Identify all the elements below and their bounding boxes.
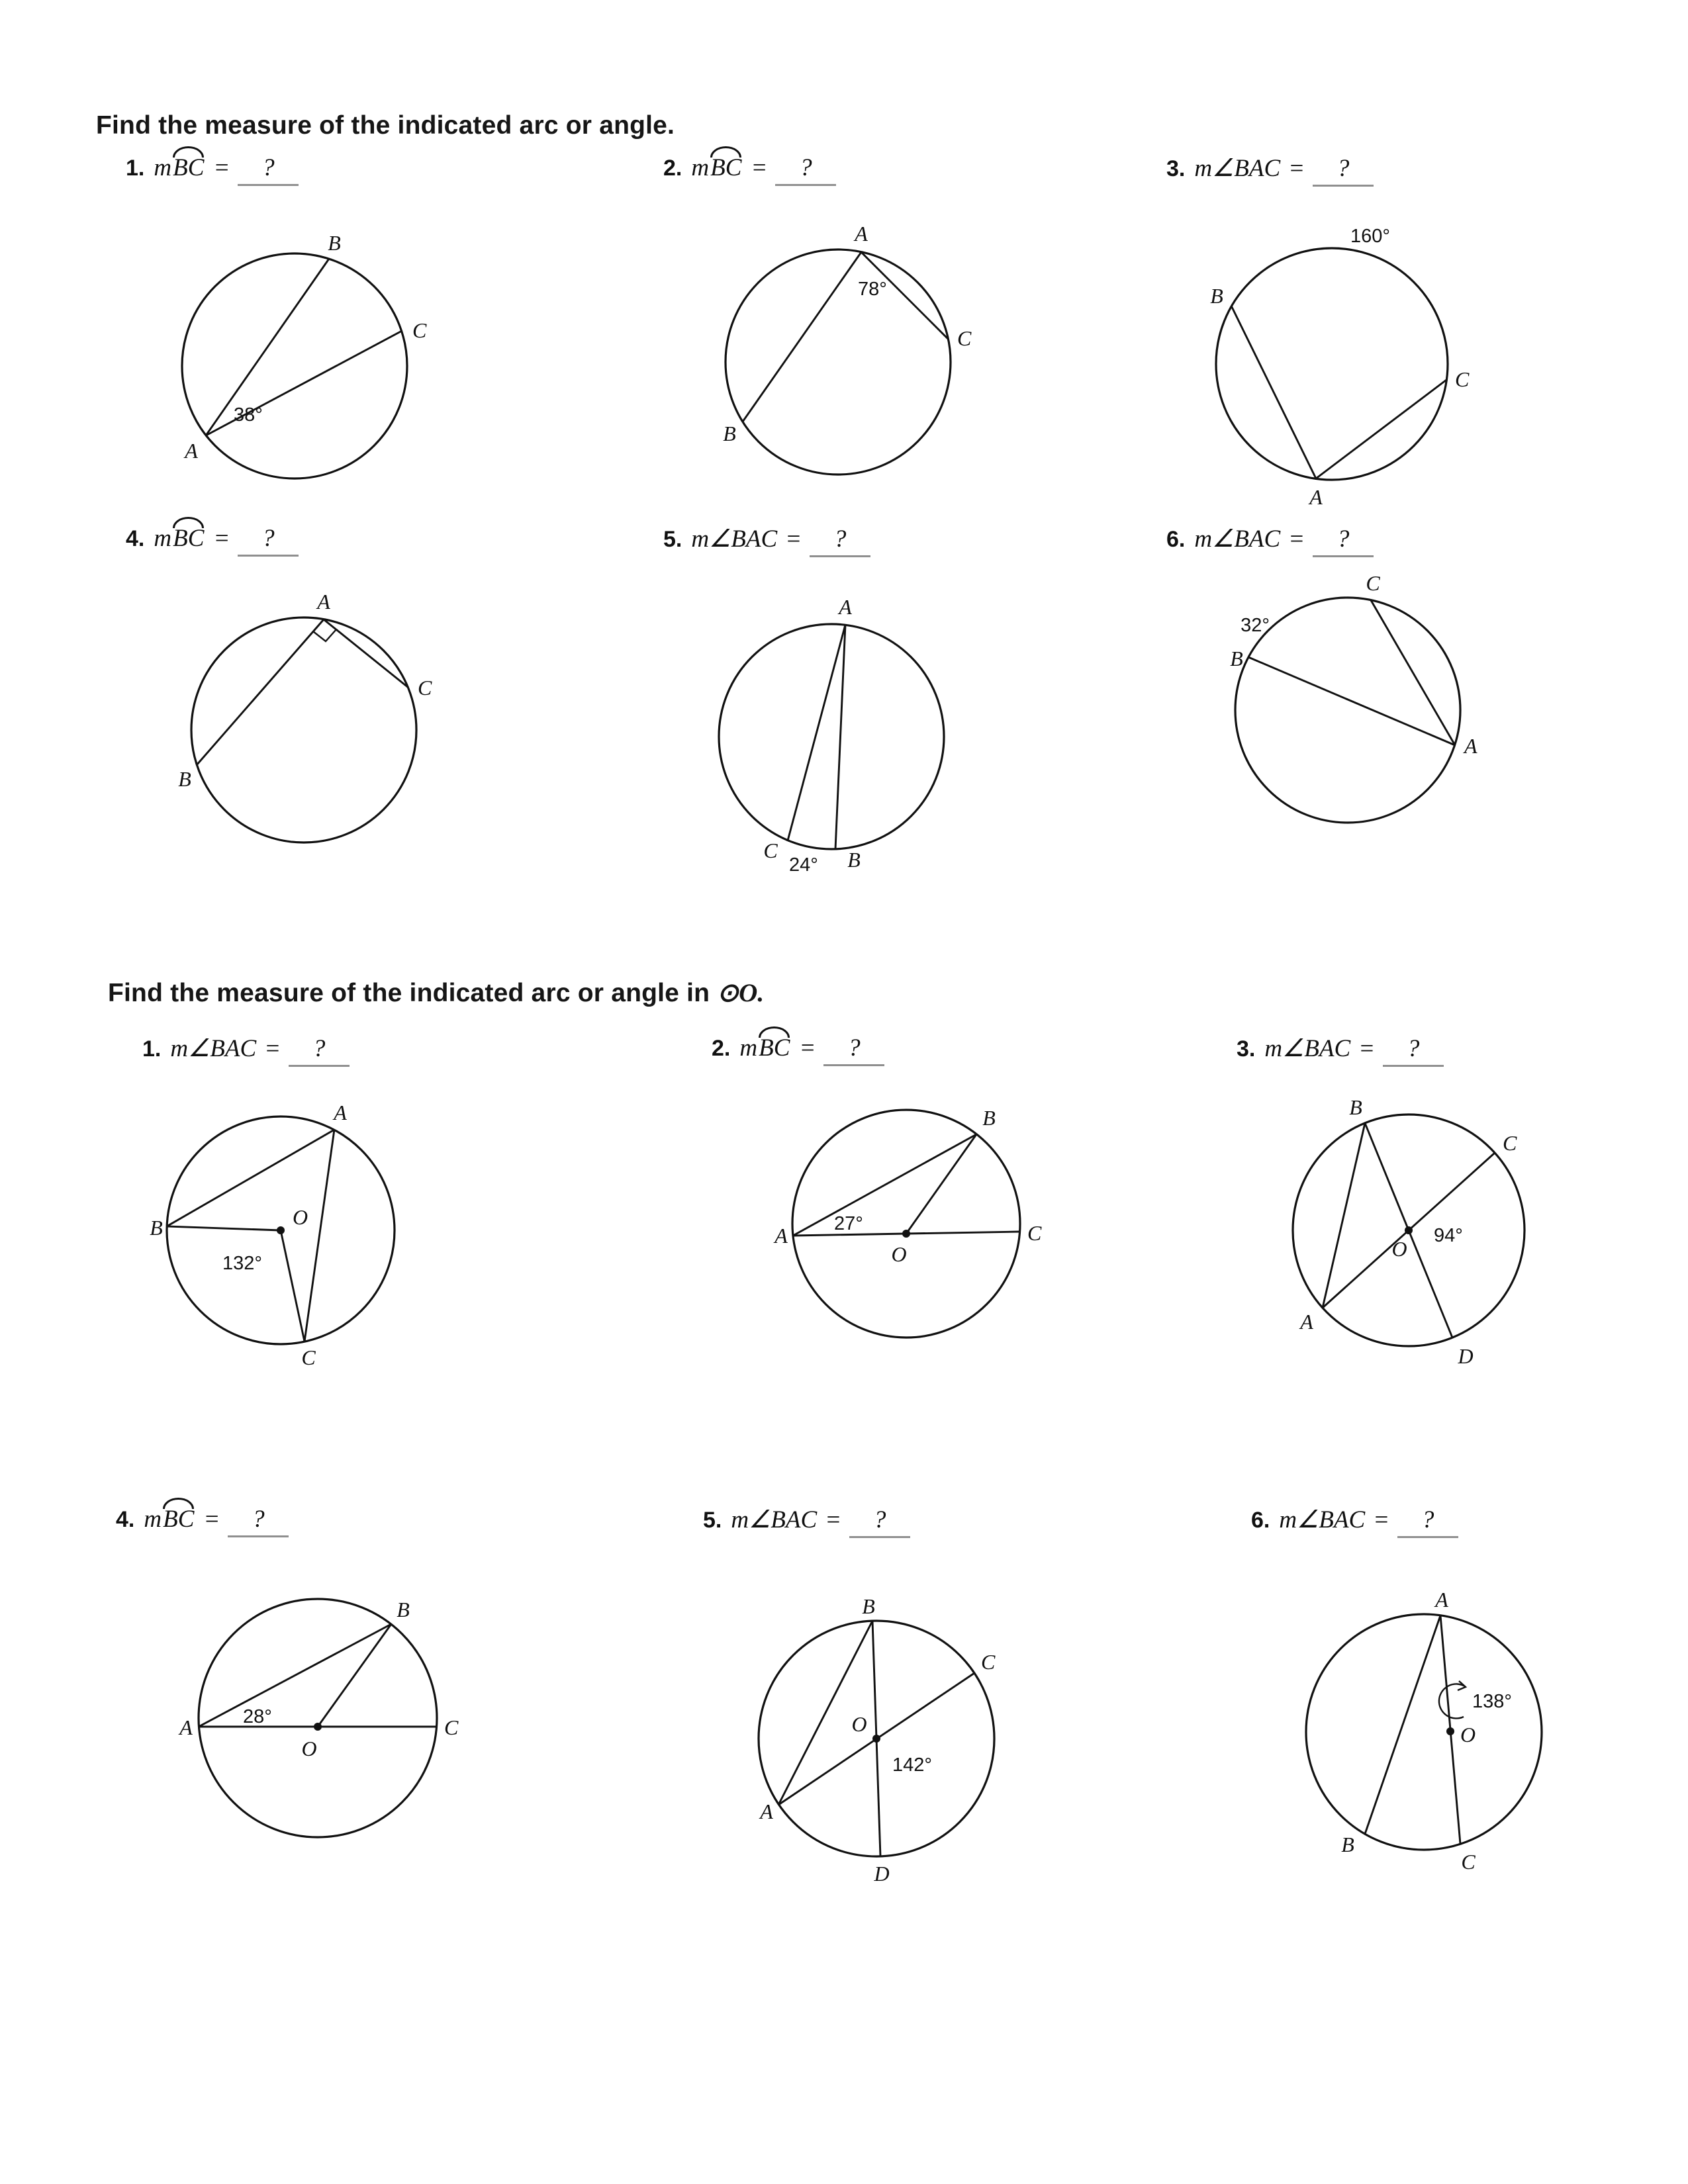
question-mark: ? bbox=[1336, 525, 1350, 553]
point-label-B: B bbox=[178, 767, 191, 791]
point-label-C: C bbox=[1503, 1131, 1517, 1155]
equals-sign: = bbox=[213, 154, 230, 181]
angle-value: 94° bbox=[1434, 1225, 1463, 1246]
circle bbox=[191, 617, 416, 842]
circle bbox=[1216, 248, 1448, 480]
problem-number: 3. bbox=[1166, 156, 1186, 181]
circle-O-symbol: ⊙O. bbox=[717, 979, 765, 1007]
problem-s2-4 bbox=[116, 1505, 289, 1537]
radius-OB bbox=[318, 1624, 391, 1727]
problem-number: 6. bbox=[1166, 527, 1186, 552]
problem-number: 2. bbox=[712, 1036, 731, 1061]
problem-number: 1. bbox=[126, 156, 145, 181]
equals-sign: = bbox=[785, 525, 802, 553]
answer-blank bbox=[775, 154, 836, 186]
center-dot bbox=[1446, 1727, 1454, 1735]
equals-sign: = bbox=[799, 1034, 816, 1062]
expression bbox=[154, 154, 299, 186]
problem-s2-2 bbox=[712, 1034, 884, 1066]
diagram-s1-4 bbox=[165, 588, 449, 872]
chord-BA bbox=[1248, 657, 1455, 745]
expression bbox=[1194, 154, 1374, 187]
equals-sign: = bbox=[751, 154, 768, 181]
question-mark: ? bbox=[873, 1506, 886, 1533]
center-label-O: O bbox=[1460, 1723, 1476, 1747]
answer-blank bbox=[228, 1505, 289, 1537]
problem-s1-4 bbox=[126, 524, 299, 557]
chord-BA bbox=[167, 1130, 334, 1226]
point-label-C: C bbox=[957, 326, 972, 350]
equals-sign: = bbox=[1358, 1035, 1376, 1062]
question-mark: ? bbox=[1336, 155, 1350, 182]
problem-number: 5. bbox=[703, 1508, 722, 1533]
question-mark: ? bbox=[262, 154, 275, 181]
diagram-s2-2 bbox=[764, 1081, 1062, 1366]
arc-body: BC bbox=[759, 1034, 790, 1062]
center-label-O: O bbox=[891, 1242, 907, 1266]
circle bbox=[182, 253, 407, 478]
point-label-A: A bbox=[179, 1715, 193, 1739]
diagram-s1-1 bbox=[156, 224, 440, 508]
diagram-s1-2 bbox=[699, 220, 984, 504]
arc-value: 24° bbox=[789, 854, 818, 876]
m-prefix: m bbox=[154, 154, 172, 181]
section1-title bbox=[96, 111, 675, 140]
point-label-A: A bbox=[334, 1101, 347, 1124]
center-label-O: O bbox=[293, 1205, 308, 1229]
point-label-A: A bbox=[839, 595, 852, 619]
expression bbox=[1279, 1505, 1458, 1538]
point-label-D: D bbox=[874, 1862, 890, 1886]
angle-body: ∠BAC bbox=[1212, 155, 1281, 182]
angle-value: 28° bbox=[243, 1706, 272, 1727]
section2-title-text: Find the measure of the indicated arc or angle in bbox=[108, 979, 718, 1007]
problem-s1-2 bbox=[663, 154, 836, 186]
expression bbox=[170, 1034, 350, 1067]
question-mark: ? bbox=[1421, 1506, 1434, 1533]
point-label-B: B bbox=[1210, 284, 1223, 308]
angle-body: ∠BAC bbox=[1282, 1035, 1351, 1062]
question-mark: ? bbox=[1407, 1035, 1420, 1062]
angle-body: ∠BAC bbox=[709, 525, 778, 553]
problem-number: 6. bbox=[1251, 1508, 1270, 1533]
question-mark: ? bbox=[833, 525, 847, 553]
arc-body: BC bbox=[173, 154, 205, 181]
center-label-O: O bbox=[851, 1712, 867, 1736]
point-label-B: B bbox=[397, 1598, 410, 1621]
m-prefix: m bbox=[154, 525, 172, 552]
point-label-B: B bbox=[1230, 647, 1243, 670]
equals-sign: = bbox=[264, 1035, 281, 1062]
problem-s2-1 bbox=[142, 1034, 350, 1067]
question-mark: ? bbox=[262, 525, 275, 552]
chord-BA bbox=[1231, 306, 1316, 478]
problem-number: 4. bbox=[116, 1507, 135, 1532]
angle-body: ∠BAC bbox=[749, 1506, 818, 1533]
answer-blank bbox=[810, 525, 870, 557]
m-prefix: m bbox=[1194, 155, 1213, 182]
point-label-C: C bbox=[1455, 367, 1470, 391]
chord-BA bbox=[743, 252, 861, 422]
center-label-O: O bbox=[1391, 1237, 1407, 1261]
expression bbox=[1194, 524, 1374, 557]
arc-body: BC bbox=[163, 1506, 195, 1533]
problem-s2-5 bbox=[703, 1505, 910, 1538]
diagram-s2-4 bbox=[169, 1576, 473, 1864]
circle bbox=[199, 1599, 437, 1837]
point-label-A: A bbox=[1464, 734, 1477, 758]
m-prefix: m bbox=[144, 1506, 162, 1533]
chord-CA bbox=[1371, 600, 1455, 745]
angle-body: ∠BAC bbox=[188, 1035, 257, 1062]
point-label-C: C bbox=[1027, 1221, 1042, 1245]
radius-OC bbox=[281, 1230, 305, 1342]
problem-s1-6 bbox=[1166, 524, 1374, 557]
question-mark: ? bbox=[312, 1035, 326, 1062]
m-prefix: m bbox=[739, 1034, 758, 1062]
circle bbox=[792, 1110, 1020, 1338]
problem-s1-5 bbox=[663, 524, 870, 557]
chord-AB bbox=[206, 259, 329, 435]
point-label-B: B bbox=[150, 1216, 163, 1240]
answer-blank bbox=[849, 1506, 910, 1538]
problem-s1-3 bbox=[1166, 154, 1374, 187]
question-mark: ? bbox=[800, 154, 812, 181]
point-label-C: C bbox=[981, 1650, 996, 1674]
point-label-C: C bbox=[444, 1715, 459, 1739]
point-label-C: C bbox=[763, 839, 778, 862]
point-label-B: B bbox=[1349, 1095, 1362, 1119]
problem-number: 4. bbox=[126, 526, 145, 551]
arc-value: 32° bbox=[1241, 615, 1270, 636]
diagram-s1-3 bbox=[1193, 218, 1484, 513]
circle bbox=[726, 250, 951, 475]
center-dot bbox=[902, 1230, 910, 1238]
angle-value: 38° bbox=[234, 404, 263, 426]
point-label-A: A bbox=[855, 222, 868, 246]
expression bbox=[731, 1505, 910, 1538]
angle-value: 142° bbox=[892, 1754, 932, 1776]
chord-AB bbox=[1323, 1123, 1365, 1308]
diagram-s1-5 bbox=[692, 594, 977, 886]
arc-body: BC bbox=[710, 154, 742, 181]
m-prefix: m bbox=[1279, 1506, 1297, 1533]
point-label-B: B bbox=[328, 231, 341, 255]
angle-body: ∠BAC bbox=[1212, 525, 1281, 553]
equals-sign: = bbox=[203, 1506, 220, 1533]
center-label-O: O bbox=[301, 1737, 317, 1760]
chord-BA bbox=[197, 619, 324, 765]
angle-value: 78° bbox=[858, 279, 887, 300]
problem-number: 1. bbox=[142, 1036, 162, 1062]
diagram-s1-6 bbox=[1209, 568, 1493, 852]
problem-number: 5. bbox=[663, 527, 682, 552]
point-label-A: A bbox=[760, 1799, 773, 1823]
diagram-s2-3 bbox=[1270, 1088, 1554, 1383]
point-label-A: A bbox=[774, 1224, 788, 1248]
radius-OB bbox=[167, 1226, 281, 1230]
expression bbox=[739, 1034, 884, 1066]
answer-blank bbox=[823, 1034, 884, 1066]
problem-s2-3 bbox=[1237, 1034, 1444, 1067]
point-label-B: B bbox=[723, 422, 736, 445]
point-label-A: A bbox=[1300, 1310, 1313, 1334]
m-prefix: m bbox=[1264, 1035, 1283, 1062]
point-label-A: A bbox=[1435, 1588, 1448, 1612]
point-label-A: A bbox=[317, 590, 330, 614]
m-prefix: m bbox=[691, 154, 710, 181]
point-label-C: C bbox=[412, 318, 427, 342]
angle-value: 138° bbox=[1472, 1691, 1512, 1712]
point-label-A: A bbox=[1309, 485, 1323, 509]
center-dot bbox=[277, 1226, 285, 1234]
answer-blank bbox=[238, 154, 299, 186]
center-dot bbox=[1405, 1226, 1413, 1234]
equals-sign: = bbox=[1288, 525, 1305, 553]
point-label-C: C bbox=[1366, 571, 1380, 595]
radius-OB bbox=[906, 1134, 976, 1234]
m-prefix: m bbox=[1194, 525, 1213, 553]
diagram-s2-1 bbox=[142, 1088, 426, 1376]
problem-number: 3. bbox=[1237, 1036, 1256, 1062]
point-label-B: B bbox=[1341, 1833, 1354, 1856]
equals-sign: = bbox=[213, 525, 230, 552]
section1-title-text: Find the measure of the indicated arc or angle. bbox=[96, 111, 675, 140]
m-prefix: m bbox=[691, 525, 710, 553]
point-label-D: D bbox=[1458, 1344, 1474, 1368]
angle-body: ∠BAC bbox=[1297, 1506, 1366, 1533]
point-label-A: A bbox=[185, 439, 198, 463]
equals-sign: = bbox=[1288, 155, 1305, 182]
answer-blank bbox=[238, 524, 299, 557]
point-label-B: B bbox=[862, 1594, 875, 1618]
equals-sign: = bbox=[825, 1506, 842, 1533]
circle bbox=[1306, 1614, 1542, 1850]
m-prefix: m bbox=[170, 1035, 189, 1062]
expression bbox=[1264, 1034, 1444, 1067]
answer-blank bbox=[1383, 1034, 1444, 1067]
expression bbox=[691, 154, 836, 186]
point-label-C: C bbox=[301, 1345, 316, 1369]
answer-blank bbox=[1397, 1506, 1458, 1538]
arc-value: 160° bbox=[1350, 226, 1390, 247]
circle bbox=[719, 624, 944, 849]
center-dot bbox=[314, 1723, 322, 1731]
point-label-C: C bbox=[1461, 1850, 1476, 1874]
chord-AB bbox=[1365, 1615, 1440, 1834]
diagram-s2-6 bbox=[1282, 1590, 1573, 1888]
answer-blank bbox=[1313, 525, 1374, 557]
angle-value: 132° bbox=[222, 1253, 262, 1274]
question-mark: ? bbox=[252, 1506, 265, 1533]
expression bbox=[144, 1505, 289, 1537]
problem-s1-1 bbox=[126, 154, 299, 186]
section2-title bbox=[108, 978, 764, 1008]
point-label-B: B bbox=[982, 1106, 996, 1130]
chord-AC bbox=[305, 1130, 334, 1342]
answer-blank bbox=[1313, 154, 1374, 187]
problem-number: 2. bbox=[663, 156, 682, 181]
problem-s2-6 bbox=[1251, 1505, 1458, 1538]
point-label-B: B bbox=[847, 848, 861, 872]
question-mark: ? bbox=[848, 1034, 861, 1062]
diagram-s2-5 bbox=[737, 1596, 1022, 1897]
angle-value: 27° bbox=[834, 1213, 863, 1234]
equals-sign: = bbox=[1373, 1506, 1390, 1533]
m-prefix: m bbox=[731, 1506, 749, 1533]
arc-body: BC bbox=[173, 525, 205, 552]
expression bbox=[154, 524, 299, 557]
center-dot bbox=[872, 1735, 880, 1743]
answer-blank bbox=[289, 1034, 350, 1067]
expression bbox=[691, 524, 870, 557]
right-angle-marker bbox=[313, 629, 336, 641]
point-label-C: C bbox=[418, 676, 432, 700]
